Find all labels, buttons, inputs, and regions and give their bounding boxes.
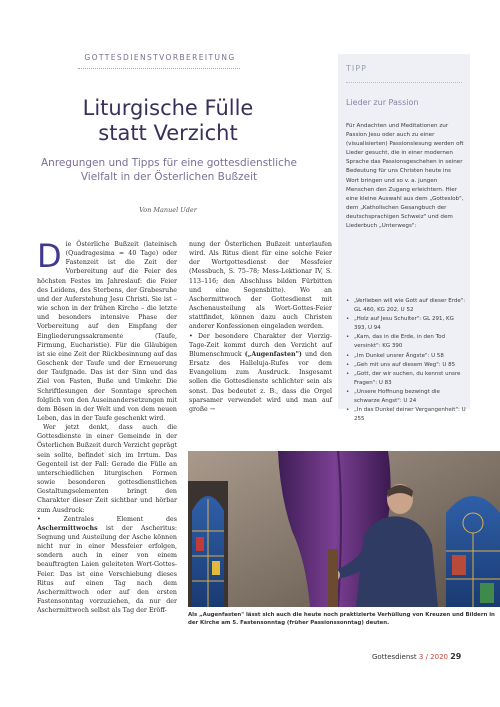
tip-intro-text: Für Andachten und Meditationen zur Passion Jesu oder auch zu einer (visualisierten) Passionslesung werden oft Lieder gesucht, die in einer modernen Sprache das Passionsgeschehen in seiner Bedeutung für uns Christen heute ins Wort bringen und so v. a. jungen Menschen den Zugang erleichtern. Hier eine kleine Auswahl aus dem „Gotteslob", dem „Katholischen Gesangbuch der deutschsprachigen Schweiz" und dem Liederbuch „Unterwegs":: [346, 123, 464, 230]
photo-caption: [188, 611, 496, 627]
paragraph: nung der Österlichen Bußzeit unterlaufen wird. Als Ritus dient für eine solche Feier der Wortgottesdienst der Messfeier (Messbuch, S. 75–78; Mess-Lektionar IV, S. 113–116; den Abschluss bilden Fürbitten und eine Segensbitte). Wo an Aschermittwoch der Gottesdienst mit Aschenausteilung als Wort-Gottes-Feier stattfindet, können dazu auch Christen anderer Konfessionen eingeladen werden.: [189, 241, 332, 331]
paragraph: [189, 332, 332, 414]
list-item: • „In das Dunkel deiner Vergangenheit": U 255: [346, 406, 466, 424]
title-line-2: statt Verzicht: [98, 121, 238, 145]
list-item: • „Verlieben will wie Gott auf dieser Erde": GL 460, KG 202, U 52: [346, 297, 466, 315]
page-number: 29: [450, 652, 462, 661]
article-subtitle: Anregungen und Tipps für eine gottesdienstliche Vielfalt in der Österlichen Bußzeit: [40, 157, 298, 183]
caption-text: Als „Augenfasten" lässt sich auch die heute noch praktizierte Verhüllung von Kreuzen und Bildern in der Kirche am 5. Fastensonntag (früher Passionssonntag) deuten.: [188, 612, 495, 626]
paragraph: [37, 515, 177, 616]
tip-heading: Lieder zur Passion: [346, 98, 419, 107]
paragraph-text: und den Ersatz des Halleluja-Rufes vor dem Evangelium zum Ausdruck. Insgesamt sollen die Gottesdienste schlichter sein als sonst. Das bedeutet z. B., dass die Orgel sparsamer verwendet wird und man auf große: [189, 350, 332, 413]
paragraph: [37, 237, 177, 423]
bold-term: Aschermittwochs: [37, 524, 98, 532]
issue-number: 3 / 2020: [418, 653, 448, 661]
bullet-text: • Der besondere Charakter der Vierzig-Tage-Zeit kommt durch den Verzicht auf Blumenschmuck: [189, 332, 332, 358]
list-item: • „Im Dunkel unsrer Ängste": U 58: [346, 352, 466, 361]
body-column-1: [37, 237, 177, 615]
list-item: • „Kam, das in die Erde, in den Tod versinkt": KG 390: [346, 333, 466, 351]
magazine-name: Gottesdienst: [372, 653, 417, 661]
list-item: • „Geh mit uns auf diesem Weg": U 85: [346, 361, 466, 370]
bold-term: („Augenfasten"): [244, 350, 302, 358]
list-item: • „Gott, der wir suchen, du kennst unsre Fragen": U 83: [346, 370, 466, 388]
song-list: [346, 297, 466, 424]
section-kicker: GOTTESDIENSTVORBEREITUNG: [84, 53, 236, 62]
paragraph-text: ie Österliche Bußzeit (lateinisch (Quadragesima = 40 Tage) oder Fastenzeit ist die Zeit der Vorbereitung auf die Feier des höchsten Festes im Jahreslauf: die Feier des Leidens, des Sterbens, der Grabesruhe und der Auferstehung Jesu Christi. Sie ist – wie schon in der frühen Kirche – die letzte und besonders intensive Phase der Vorbereitung auf den Empfang der Eingliederungssakramente (Taufe, Firmung, Eucharistie). Für die Gläubigen ist sie eine Zeit der Rückbesinnung auf das Geschenk der Taufe und der Erneuerung der Taufgnade. Das ist der Sinn und das Ziel von Fasten, Buße und Umkehr. Die Schriftlesungen der Sonntage sprechen folglich von den Auseinandersetzungen mit dem Bösen in der Welt und von dem neuen Leben, das in der Taufe geschenkt wird.: [37, 241, 177, 422]
paragraph: Wer jetzt denkt, dass auch die Gottesdienste in einer Gemeinde in der Österlichen Bußzeit durch Verzicht geprägt sein sollte, befindet sich im Irrtum. Das Gegenteil ist der Fall: Gerade die Fülle an unterschiedlichen liturgischen Formen sowie besonderen gottesdienstlichen Gestaltungselementen bringt den Charakter dieser Zeit sichtbar und hörbar zum Ausdruck:: [37, 424, 177, 514]
paragraph-text: ist der Ascheritus: Segnung und Austeilung der Asche können nicht nur in einer Messfeier erfolgen, sondern auch in einer von einem beauftragten Laien geleiteten Wort-Gottes-Feier. Das ist eine Verschiebung dieses Ritus auf einen Tag nach dem Aschermittwoch oder auf den ersten Fastensonntag vorzuziehen, da nur der Aschermittwoch selbst als Tag der Eröff-: [37, 524, 177, 615]
drop-cap: D: [37, 237, 62, 275]
article-photo: [188, 451, 500, 607]
body-column-2: [189, 240, 332, 414]
tip-label: TIPP: [346, 64, 367, 73]
byline: Von Manuel Uder: [139, 206, 197, 214]
title-line-1: Liturgische Fülle: [82, 96, 254, 120]
list-item: • „Unsere Hoffnung bezwingt die schwarze Angst": U 24: [346, 388, 466, 406]
photo-illustration: [188, 451, 500, 607]
continue-arrow-icon: →: [209, 405, 216, 413]
page-footer: [372, 652, 461, 661]
bullet-text: • Zentrales Element des: [37, 515, 177, 523]
list-item: • „Holz auf Jesu Schulter": GL 291, KG 393, U 94: [346, 315, 466, 333]
article-title: [40, 96, 296, 146]
tip-divider: [346, 82, 462, 83]
kicker-divider: [78, 68, 240, 69]
